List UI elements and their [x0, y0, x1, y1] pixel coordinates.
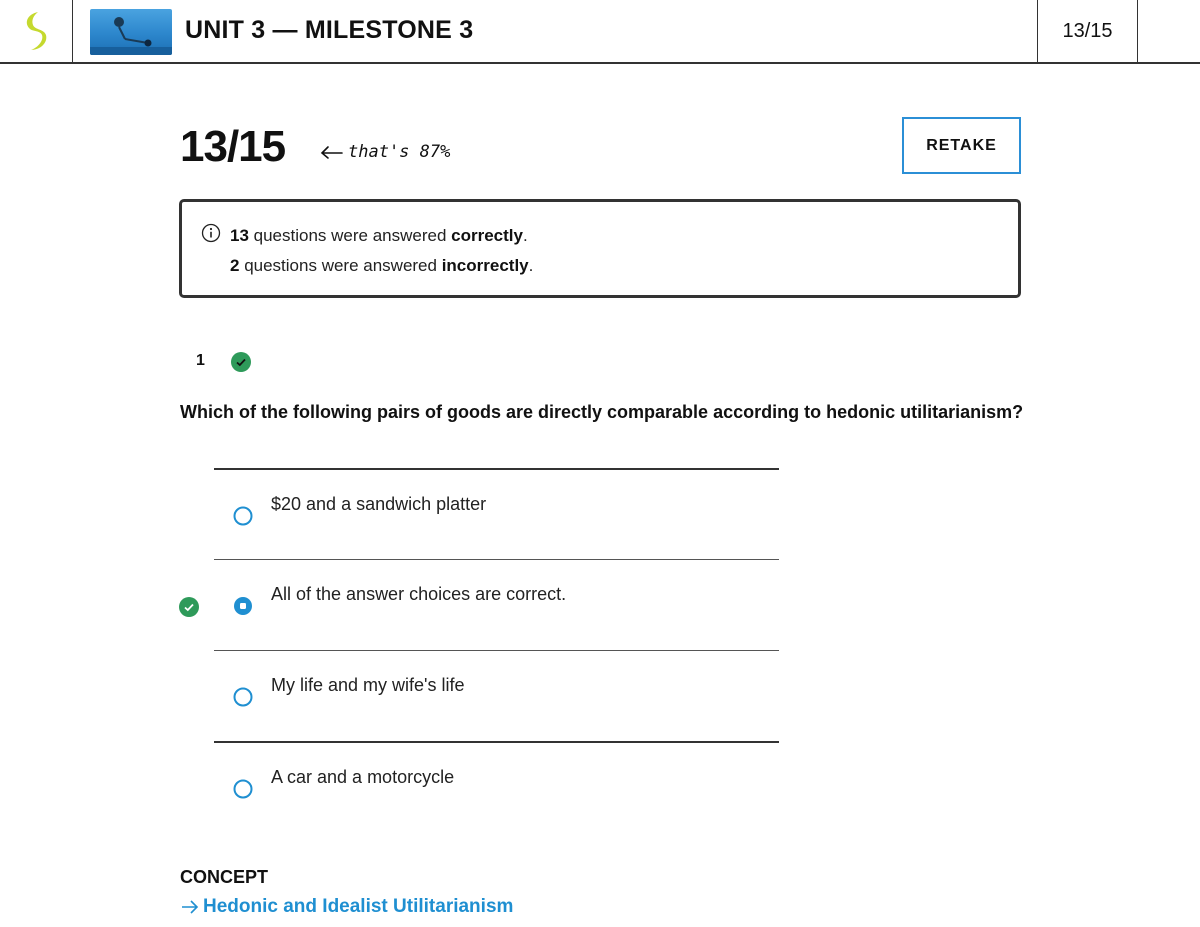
sophia-logo-icon — [20, 10, 52, 52]
question-text: Which of the following pairs of goods are directly comparable according to hedonic utilitarianism? — [180, 402, 1024, 422]
menu-cell[interactable] — [1137, 0, 1200, 62]
unit-thumbnail — [90, 9, 172, 55]
answer-label: My life and my wife's life — [271, 675, 465, 695]
period: . — [522, 226, 528, 245]
thumbnail-illustration — [90, 9, 172, 55]
period: . — [528, 256, 534, 275]
answer-label: A car and a motorcycle — [271, 767, 455, 787]
correct-text: questions were answered — [248, 226, 452, 245]
correct-answer-icon — [179, 597, 199, 617]
progress-indicator[interactable]: 13/15 — [1037, 0, 1138, 62]
answer-option-4[interactable] — [214, 741, 779, 832]
incorrect-text: questions were answered — [239, 256, 442, 275]
incorrect-word: incorrectly — [441, 256, 529, 275]
score-value: 13/15 — [180, 122, 286, 171]
score-percentage-note: that's 87% — [348, 142, 451, 162]
top-bar — [0, 0, 1200, 64]
concept-link[interactable] — [180, 896, 513, 918]
answer-option-1[interactable] — [214, 468, 779, 559]
answer-option-3[interactable] — [214, 650, 779, 741]
answer-label: $20 and a sandwich platter — [271, 494, 487, 514]
retake-button[interactable]: RETAKE — [902, 117, 1021, 174]
answer-label: All of the answer choices are correct. — [271, 584, 567, 604]
radio-unselected-icon[interactable] — [233, 779, 253, 799]
answer-list — [214, 468, 779, 832]
logo[interactable] — [0, 0, 73, 62]
correct-count: 13 — [230, 226, 249, 245]
score-note — [320, 142, 450, 162]
concept-link-label: Hedonic and Idealist Utilitarianism — [203, 896, 514, 917]
concept-heading: CONCEPT — [180, 867, 269, 887]
correct-word: correctly — [451, 226, 523, 245]
arrow-left-icon — [320, 144, 344, 160]
question-correct-icon — [231, 352, 251, 372]
radio-unselected-icon[interactable] — [233, 687, 253, 707]
incorrect-summary — [230, 256, 533, 276]
info-icon — [201, 223, 221, 243]
incorrect-count: 2 — [230, 256, 240, 275]
arrow-right-icon — [180, 899, 200, 915]
radio-selected-icon[interactable] — [233, 596, 253, 616]
results-summary — [179, 199, 1021, 298]
correct-summary — [230, 226, 528, 246]
unit-title: UNIT 3 — MILESTONE 3 — [185, 16, 474, 44]
radio-unselected-icon[interactable] — [233, 506, 253, 526]
question-number: 1 — [196, 352, 205, 369]
answer-option-2[interactable] — [214, 559, 779, 650]
